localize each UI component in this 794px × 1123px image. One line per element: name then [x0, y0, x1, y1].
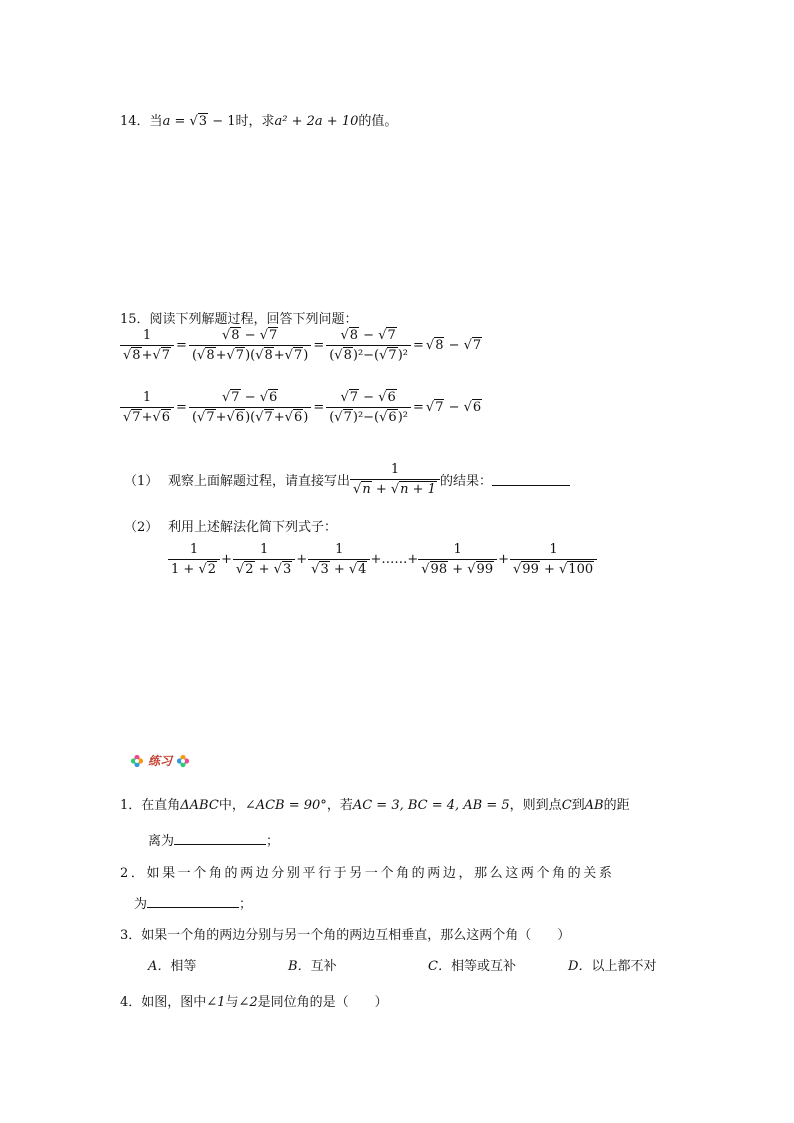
- q14-text-mid: 时，求: [235, 114, 275, 129]
- practice-q1-line1: 1．在直角ΔABC中，∠ACB = 90°，若AC = 3, BC = 4, AB = 5，则到点C到AB的距: [120, 798, 630, 813]
- practice-q2-line2: 为 ；: [134, 897, 253, 912]
- row2-mid2-frac: $\frac{√7 - √6}{\text{(√7)²−(√6)²}}$: [326, 390, 411, 425]
- q2-answer-blank[interactable]: [147, 895, 239, 908]
- practice-badge-label: 练习: [148, 754, 173, 768]
- sqrt-sign: √: [189, 114, 198, 129]
- part1-text: 观察上面解题过程，请直接写出: [168, 474, 351, 489]
- row2-left-frac: $\frac{1}{√7+√6}$: [120, 390, 174, 425]
- practice-q1-line2: 离为 ；: [148, 834, 280, 849]
- q3-option-c[interactable]: C．相等或互补: [428, 959, 516, 974]
- q1-answer-blank[interactable]: [174, 832, 266, 845]
- part1-after: 的结果：: [439, 474, 492, 489]
- q15-part-2: [124, 516, 337, 535]
- practice-q2-line1: 2．如果一个角的两边分别平行于另一个角的两边，那么这两个角的关系: [120, 866, 615, 881]
- part1-frac: $\frac{1}{√n + √n + 1}$: [350, 462, 440, 497]
- practice-badge: [130, 752, 190, 772]
- q15-row-1: $\frac{1}{√8+√7}$ = $\frac{√8 - √7}{(√8+√7)(√8+√7)}$ = $\frac{√8 - √7}{\text{(√8)²−(√7)²}}$ = √8 − √7: [120, 328, 482, 363]
- q14-var-a: a: [162, 114, 171, 129]
- q3-option-b[interactable]: B．互补: [288, 959, 337, 974]
- part1-answer-blank[interactable]: [492, 473, 570, 486]
- part1-label: （1）: [124, 474, 159, 489]
- question-14: [120, 110, 397, 129]
- row1-mid1-frac: $\frac{√8 - √7}{(√8+√7)(√8+√7)}$: [189, 328, 311, 363]
- row1-left-frac: [120, 328, 174, 363]
- row1-l-den: √8+√7: [120, 345, 174, 363]
- q14-text-after: 的值。: [358, 114, 398, 129]
- row2-result: √7 − √6: [425, 400, 482, 415]
- flower-icon: [130, 754, 144, 768]
- q14-sqrt3: 3: [198, 114, 208, 129]
- q15-intro: 阅读下列解题过程，回答下列问题：: [149, 312, 358, 327]
- q15-part-1: [124, 462, 570, 497]
- practice-q3: 3．如果一个角的两边分别与另一个角的两边互相垂直，那么这两个角（ ）: [120, 928, 571, 943]
- q15-row-2: $\frac{1}{√7+√6}$ = $\frac{√7 - √6}{(√7+√6)(√7+√6)}$ = $\frac{√7 - √6}{\text{(√7)²−(√6)²}}$ = √7 − √6: [120, 390, 482, 425]
- row1-result: √8 − √7: [425, 338, 482, 353]
- flower-icon: [176, 754, 190, 768]
- row2-mid1-frac: $\frac{√7 - √6}{(√7+√6)(√7+√6)}$: [189, 390, 311, 425]
- row1-l-num: 1: [142, 328, 152, 343]
- part2-series: $\frac{1}{1 + √2}$ + $\frac{1}{√2 + √3}$ + $\frac{1}{√3 + √4}$ +……+ $\frac{1}{√98 + √99}$ + $\frac{1}{√99 + √100}$: [168, 542, 597, 577]
- part2-label: （2）: [124, 520, 159, 535]
- q14-eq: =: [170, 114, 190, 129]
- series-dots: +……+: [370, 552, 419, 567]
- row1-mid2-frac: $\frac{√8 - √7}{\text{(√8)²−(√7)²}}$: [326, 328, 411, 363]
- q14-text-before: 当: [149, 114, 163, 129]
- q3-option-d[interactable]: D．以上都不对: [568, 959, 657, 974]
- q15-number: 15．: [120, 312, 150, 327]
- practice-q4: 4．如图，图中∠1与∠2是同位角的是（ ）: [120, 995, 388, 1010]
- q14-minus1: − 1: [208, 114, 236, 129]
- q14-number: 14．: [120, 114, 150, 129]
- q14-expr: a² + 2a + 10: [274, 114, 359, 129]
- question-15-intro: [120, 308, 358, 327]
- part2-text: 利用上述解法化简下列式子：: [168, 520, 338, 535]
- q3-option-a[interactable]: A．相等: [148, 959, 197, 974]
